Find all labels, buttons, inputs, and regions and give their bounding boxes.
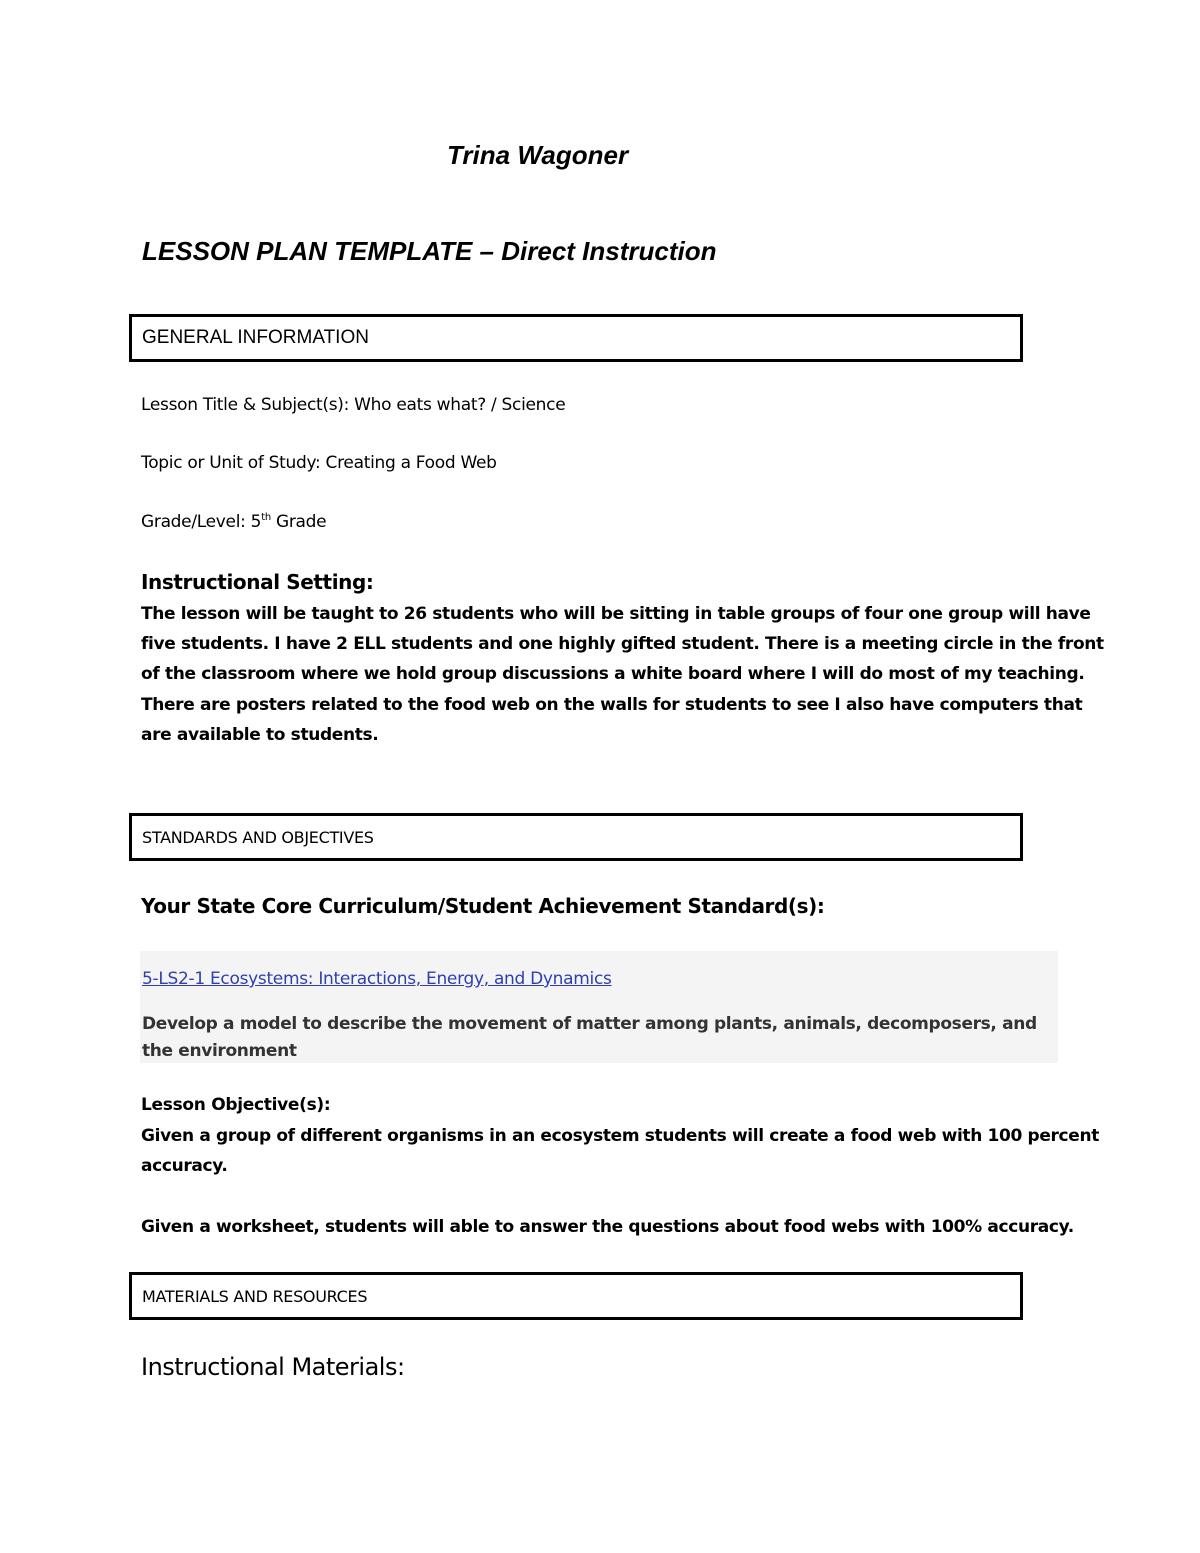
grade-number: 5 — [250, 512, 262, 532]
author-name: Trina Wagoner — [447, 140, 629, 170]
lesson-title-label: Lesson Title & Subject(s): — [141, 395, 350, 415]
paragraph-line: five students. I have 2 ELL students and one highly gifted student. There is a meeting circle in the front — [141, 634, 1104, 655]
section-standards-objectives — [129, 813, 1023, 861]
document-title — [142, 236, 716, 267]
section-general-information — [129, 314, 1023, 362]
section-heading: GENERAL INFORMATION — [142, 327, 369, 348]
document-title-sub: Direct Instruction — [501, 236, 717, 266]
instructional-setting-paragraph — [141, 599, 1104, 750]
lesson-objective-heading: Lesson Objective(s): — [141, 1095, 331, 1115]
grade-suffix: th — [261, 512, 271, 523]
section-heading: STANDARDS AND OBJECTIVES — [142, 828, 374, 847]
state-standards-heading: Your State Core Curriculum/Student Achievement Standard(s): — [141, 894, 825, 918]
grade-word: Grade — [275, 512, 327, 532]
paragraph-line: of the classroom where we hold group discussions a white board where I will do most of my teaching. — [141, 664, 1085, 685]
lesson-objective-2 — [141, 1212, 1074, 1242]
paragraph-line: The lesson will be taught to 26 students who will be sitting in table groups of four one group will have — [141, 604, 1091, 624]
topic-label: Topic or Unit of Study: — [141, 453, 321, 473]
standard-description: Develop a model to describe the movement of matter among plants, animals, decomposers, and the environment — [142, 1014, 1037, 1061]
paragraph-line: Given a worksheet, students will able to answer the questions about food webs with 100% accuracy. — [141, 1217, 1074, 1237]
document-title-main: LESSON PLAN TEMPLATE – — [142, 236, 494, 266]
grade-label: Grade/Level: — [141, 512, 246, 532]
section-heading: MATERIALS AND RESOURCES — [142, 1287, 368, 1306]
instructional-materials-heading: Instructional Materials: — [141, 1353, 405, 1381]
instructional-setting-heading: Instructional Setting: — [141, 570, 374, 594]
lesson-title-line — [141, 395, 565, 415]
standard-block — [140, 951, 1058, 1063]
paragraph-line: There are posters related to the food web on the walls for students to see I also have computers that — [141, 694, 1083, 715]
lesson-objective-paragraph — [141, 1121, 1099, 1181]
section-materials-resources — [129, 1272, 1023, 1320]
paragraph-line: Given a group of different organisms in an ecosystem students will create a food web with 100 percent — [141, 1126, 1099, 1146]
paragraph-line: accuracy. — [141, 1156, 228, 1177]
topic-value: Creating a Food Web — [325, 453, 497, 473]
paragraph-line: are available to students. — [141, 724, 379, 745]
grade-line — [141, 512, 326, 532]
topic-line — [141, 453, 497, 473]
lesson-title-value: Who eats what? / Science — [354, 395, 566, 415]
standard-link[interactable]: 5-LS2-1 Ecosystems: Interactions, Energy, and Dynamics — [142, 969, 612, 989]
